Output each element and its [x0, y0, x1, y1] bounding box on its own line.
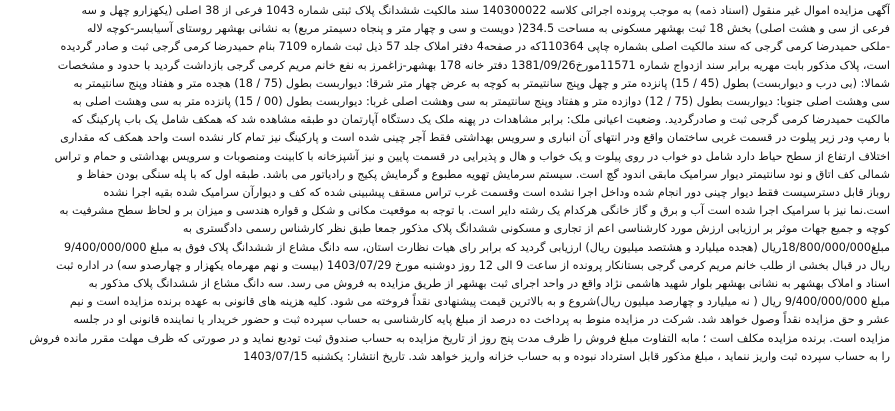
notice-line-9: اختلاف ارتفاع از سطح حیاط دارد شامل دو خواب در روی پیلوت و یک خواب و هال و پذیرایی در قسمت پایین و نیز آشپزخانه با کابینت ومنصوبات و سرویس بهداشتی و حمام و تراس: [54, 149, 890, 163]
notice-line-18: عشر و حق مزایده نقداً وصول خواهد شد. شرکت در مزایده منوط به پرداخت ده درصد از مبلغ پایه کارشناسی به حساب سپرده ثبت و حضور خریدار یا نماینده قانونی او در جلسه: [73, 313, 890, 327]
notice-line-19: مزایده است. برنده مزایده مکلف است ؛ مابه التفاوت مبلغ فروش را ظرف مدت پنج روز از تاریخ مزایده به حساب صندوق ثبت تودیع نماید و در صورتی که ظرف مهلت مقرر مانده فروش: [29, 331, 890, 345]
notice-line-5: شمالا: (بی درب و دیواربست) بطول (45 / 15) پانزده متر و چهل وپنج سانتیمتر به کوچه به عرض چهار متر شرقا: دیواربست بطول (75 / 18) هجده متر و هفتاد وپنج سانتیمتر به: [73, 76, 890, 90]
notice-line-16: اسناد و املاک بهشهر به نشانی بهشهر بلوار شهید هاشمی نژاد واقع در واحد اجرای ثبت بهشهر از طریق مزایده به فروش می رسد. سه دانگ مشاع از ششدانگ پلاک مذکور به: [88, 277, 890, 291]
notice-line-20: را به حساب سپرده ثبت واریز ننماید ، مبلغ مذکور قابل استرداد نبوده و به حساب خزانه واریز خواهد شد. تاریخ انتشار: یکشنبه 1403/07/15: [243, 349, 890, 363]
notice-line-1: آگهی مزایده اموال غیر منقول (اسناد ذمه) به موجب پرونده اجرائی کلاسه 140300022 سند مالکیت ششدانگ پلاک ثبتی شماره 1043 فرعی از 38 اصلی (یکهزارو چهل و سه: [81, 4, 890, 17]
notice-line-17: مبلغ 9/400/000/000 ریال ( نه میلیارد و چهارصد میلیون ریال)شروع و به بالاترین قیمت پیشنهادی نقداً فروخته می شود. کلیه هزینه های قانونی به عهده برنده مزایده است و نیم: [69, 295, 890, 309]
notice-line-4: است، پلاک مذکور بابت مهریه برابر سند ازدواج شماره 11571مورخ1381/09/26 دفتر خانه 178 بهشهر-زاغمرز به نفع خانم مریم کرمی گرجی بازداشت گردید با حدود و مشخصات: [57, 58, 890, 72]
notice-line-14: مبلغ18/800/000/000ریال (هجده میلیارد و هشتصد میلیون ریال) ارزیابی گردید که برابر رای هیات نظارت استان، سه دانگ مشاع از ششدانگ پلاک فوق به مبلغ 9/400/000/000: [63, 240, 890, 254]
notice-line-8: با رمپ ودر زیر پیلوت در قسمت غربی ساختمان واقع ودر انتهای آن انباری و سرویس بهداشتی فقط آجر چینی شده است و پارکینگ نیز تمام کار نشده است واحد همکف که مقداری: [60, 131, 890, 145]
notice-line-6: سی وهشت اصلی جنوبا: دیواربست بطول (75 / 12) دوازده متر و هفتاد وپنج سانتیمتر به سی وهشت اصلی غربا: دیواربست بطول (00 / 15) پانزده متر به سی وهشت اصلی به: [72, 95, 890, 109]
auction-notice-text: [5, 2, 890, 366]
notice-line-7: مالکیت حمیدرضا کرمی گرجی ثبت و صادرگردید. وضعیت اعیانی ملک: برابر مشاهدات در پهنه ملک یک دستگاه آپارتمان دو طبقه مشاهده شد که همکف شامل یک باب پارکینگ که: [71, 113, 890, 127]
notice-line-12: است.نما نیز با سرامیک اجرا شده است آب و برق و گاز خانگی هرکدام یک رشته دایر است. با توجه به موقعیت مکانی و شکل و قواره هندسی و میزان بر و لحاظ سطح مشرفیت به: [59, 204, 890, 218]
notice-line-13: کوچه و جمیع جهات موثر بر ارزیابی ارزش مورد کارشناسی اعم از تجاری و مسکونی ششدانگ پلاک مذکور جمعا طبق نظر کارشناس رسمی دادگستری به: [182, 222, 890, 236]
notice-line-2: فرعی از سی و هشت اصلی) بخش 18 ثبت بهشهر مسکونی به مساحت 234.5( دویست و سی و چهار متر و پنجاه دسیمتر مربع) به نشانی بهشهر روستای آسیابسر-کوچه لاله: [86, 22, 890, 36]
notice-line-11: روباز قابل دسترسیست فقط دیوار چینی دور انجام شده وداخل اجرا نشده است وقسمت غرب تراس مسقف پیشبینی شده که کف و دیوارآن سرامیک شده بقیه اجرا نشده: [103, 186, 890, 200]
notice-line-3: -ملکی حمیدرضا کرمی گرجی که سند مالکیت اصلی بشماره چاپی 110364که در صفحه4 دفتر املاک جلد 57 ذیل ثبت شماره 7109 بنام حمیدرضا کرمی گرجی ثبت و صادر گردیده: [60, 40, 890, 54]
notice-line-15: ریال در قبال بخشی از طلب خانم مریم کرمی گرجی بستانکار پرونده از ساعت 9 الی 12 روز دوشنبه مورخ 1403/07/29 (بیست و نهم مهرماه یکهزار و چهارصدو سه) در اداره ثبت: [56, 258, 890, 272]
notice-line-10: شمالی کف اتاق و نود سانتیمتر دیوار سرامیک مابقی اندود گچ است. سیستم سرمایش تهویه مطبوع و گرمایش پکیج و رادیاتور می باشد. طبقه اول که با پله سنگی بودن حفاظ و: [77, 167, 890, 181]
